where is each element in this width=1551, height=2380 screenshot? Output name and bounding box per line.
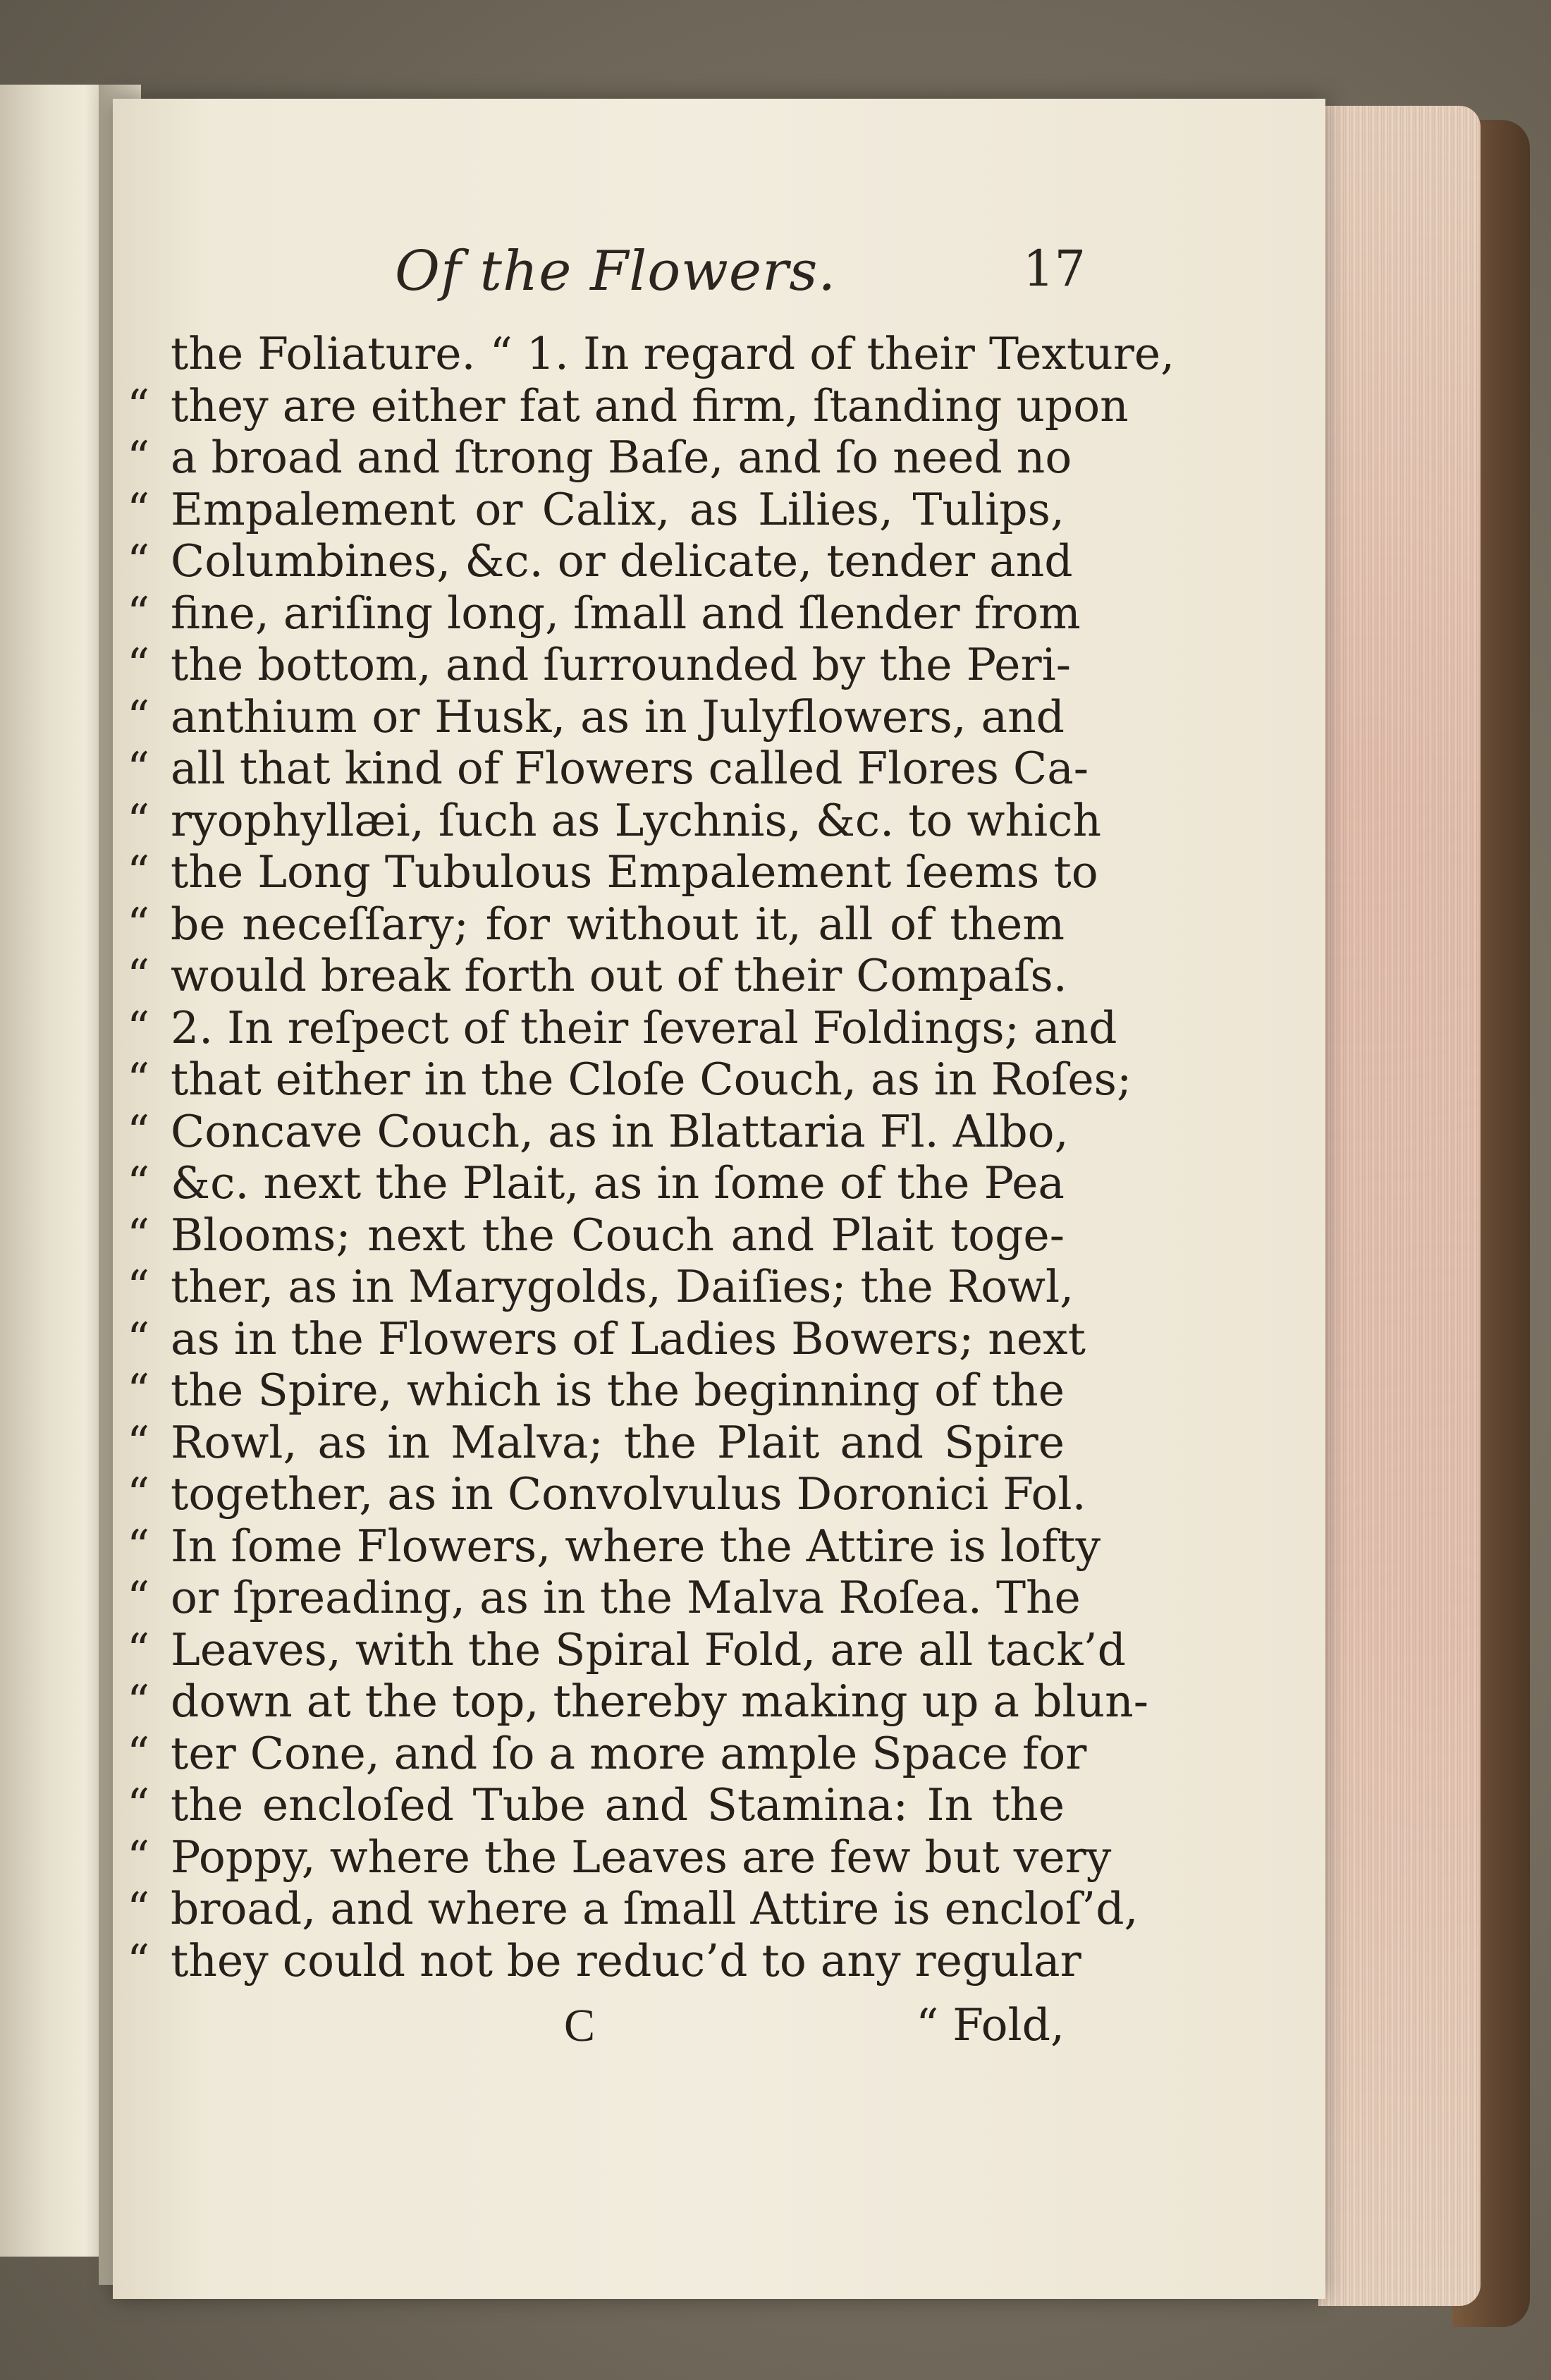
text-line xyxy=(127,379,1129,432)
text-line xyxy=(127,1054,1132,1106)
quote-mark: “ xyxy=(127,1416,150,1468)
line-text: &c. next the Plait, as in ſome of the Pea xyxy=(171,1157,1065,1209)
text-line xyxy=(127,1261,1074,1313)
text-line xyxy=(127,1312,1086,1365)
line-text: that either in the Cloſe Couch, as in Roſes; xyxy=(171,1054,1132,1105)
line-text: In ſome Flowers, where the Attire is lofty xyxy=(171,1520,1101,1572)
text-line xyxy=(127,328,1175,380)
quote-mark: “ xyxy=(127,1001,150,1054)
quote-mark: “ xyxy=(127,1054,150,1105)
line-text: fine, ariſing long, ſmall and ſlender from xyxy=(171,587,1081,639)
quote-mark: “ xyxy=(127,690,150,743)
line-text: Poppy, where the Leaves are few but very xyxy=(171,1831,1112,1883)
line-text: broad, and where a ſmall Attire is encloſ’d, xyxy=(171,1883,1139,1934)
text-line xyxy=(127,691,1065,743)
previous-page-edge xyxy=(0,85,106,2257)
text-line xyxy=(127,1623,1126,1676)
quote-mark: “ xyxy=(127,1676,150,1727)
quote-mark xyxy=(127,328,171,380)
line-text: ter Cone, and ſo a more ample Space for xyxy=(171,1727,1087,1779)
page-header xyxy=(395,240,1086,317)
quote-mark: “ xyxy=(127,1209,150,1261)
quote-mark: “ xyxy=(127,898,150,950)
text-line xyxy=(127,1209,1065,1262)
text-line xyxy=(127,1779,1065,1831)
quote-mark: “ xyxy=(127,846,150,898)
line-text: a broad and ſtrong Baſe, and ſo need no xyxy=(171,432,1072,483)
quote-mark: “ xyxy=(127,1261,150,1312)
line-text: the Foliature. “ 1. In regard of their Texture, xyxy=(171,328,1175,379)
text-line xyxy=(127,950,1065,1002)
page-footer xyxy=(127,1999,1065,2056)
text-line xyxy=(127,794,1102,847)
quote-mark: “ xyxy=(127,1883,150,1934)
page-number: 17 xyxy=(1022,240,1086,298)
text-line xyxy=(127,535,1073,587)
text-line xyxy=(127,1572,1081,1624)
signature-mark: C xyxy=(564,2000,596,2051)
line-text: the Spire, which is the beginning of the xyxy=(171,1365,1065,1416)
line-text: as in the Flowers of Ladies Bowers; next xyxy=(171,1312,1086,1365)
running-head: Of the Flowers. xyxy=(395,240,837,303)
text-line xyxy=(127,1676,1149,1728)
quote-mark: “ xyxy=(127,1105,150,1157)
text-line xyxy=(127,1883,1139,1935)
quote-mark: “ xyxy=(127,1727,150,1779)
text-line xyxy=(127,432,1072,484)
line-text: down at the top, thereby making up a blun- xyxy=(171,1676,1149,1727)
line-text: Empalement or Calix, as Lilies, Tulips, xyxy=(171,483,1065,535)
quote-mark: “ xyxy=(127,639,150,690)
line-text: would break forth out of their Compaſs. xyxy=(171,950,1067,1001)
line-text: ther, as in Marygolds, Daiſies; the Rowl, xyxy=(171,1261,1074,1312)
quote-mark: “ xyxy=(127,1157,150,1209)
text-line xyxy=(127,1934,1081,1987)
body-text xyxy=(127,328,1175,1987)
line-text: the encloſed Tube and Stamina: In the xyxy=(171,1779,1065,1831)
quote-mark: “ xyxy=(127,1572,150,1623)
text-line xyxy=(127,898,1065,951)
line-text: they are either fat and firm, ſtanding upon xyxy=(171,379,1129,432)
quote-mark: “ xyxy=(127,535,150,587)
line-text: the bottom, and ſurrounded by the Peri- xyxy=(171,639,1072,690)
quote-mark: “ xyxy=(127,1831,150,1883)
line-text: Blooms; next the Couch and Plait toge- xyxy=(171,1209,1065,1261)
text-line xyxy=(127,1105,1069,1158)
text-line xyxy=(127,1417,1065,1469)
text-line xyxy=(127,1468,1086,1520)
line-text: all that kind of Flowers called Flores Ca- xyxy=(171,743,1089,794)
quote-mark: “ xyxy=(127,483,150,535)
quote-mark: “ xyxy=(127,1365,150,1416)
quote-mark: “ xyxy=(127,432,150,483)
catchword: “ Fold, xyxy=(916,1999,1065,2051)
line-text: Leaves, with the Spiral Fold, are all tack’d xyxy=(171,1623,1126,1676)
text-line xyxy=(127,1520,1101,1573)
line-text: Concave Couch, as in Blattaria Fl. Albo, xyxy=(171,1105,1069,1157)
text-line xyxy=(127,1727,1087,1780)
text-line xyxy=(127,1001,1117,1054)
text-line xyxy=(127,846,1098,898)
text-line xyxy=(127,587,1081,640)
text-line xyxy=(127,1157,1065,1209)
line-text: together, as in Convolvulus Doronici Fol. xyxy=(171,1468,1086,1520)
quote-mark: “ xyxy=(127,379,150,432)
page-block-edges xyxy=(1318,106,1480,2306)
line-text: Rowl, as in Malva; the Plait and Spire xyxy=(171,1416,1065,1468)
quote-mark: “ xyxy=(127,1623,150,1676)
quote-mark: “ xyxy=(127,1468,150,1520)
quote-mark: “ xyxy=(127,1934,150,1987)
line-text: be neceſſary; for without it, all of them xyxy=(171,898,1065,950)
line-text: anthium or Husk, as in Julyflowers, and xyxy=(171,690,1065,743)
quote-mark: “ xyxy=(127,794,150,846)
quote-mark: “ xyxy=(127,587,150,639)
text-line xyxy=(127,639,1072,691)
text-line xyxy=(127,1831,1112,1884)
line-text: they could not be reduc’d to any regular xyxy=(171,1934,1081,1987)
quote-mark: “ xyxy=(127,1779,150,1831)
line-text: or ſpreading, as in the Malva Roſea. The xyxy=(171,1572,1081,1623)
quote-mark: “ xyxy=(127,1520,150,1572)
text-line xyxy=(127,484,1065,536)
quote-mark: “ xyxy=(127,743,150,794)
line-text: ryophyllæi, ſuch as Lychnis, &c. to which xyxy=(171,794,1102,846)
line-text: 2. In reſpect of their ſeveral Foldings; and xyxy=(171,1001,1117,1054)
text-line xyxy=(127,1365,1065,1417)
quote-mark: “ xyxy=(127,950,150,1001)
text-line xyxy=(127,743,1089,795)
quote-mark: “ xyxy=(127,1312,150,1365)
line-text: the Long Tubulous Empalement ſeems to xyxy=(171,846,1098,898)
line-text: Columbines, &c. or delicate, tender and xyxy=(171,535,1073,587)
